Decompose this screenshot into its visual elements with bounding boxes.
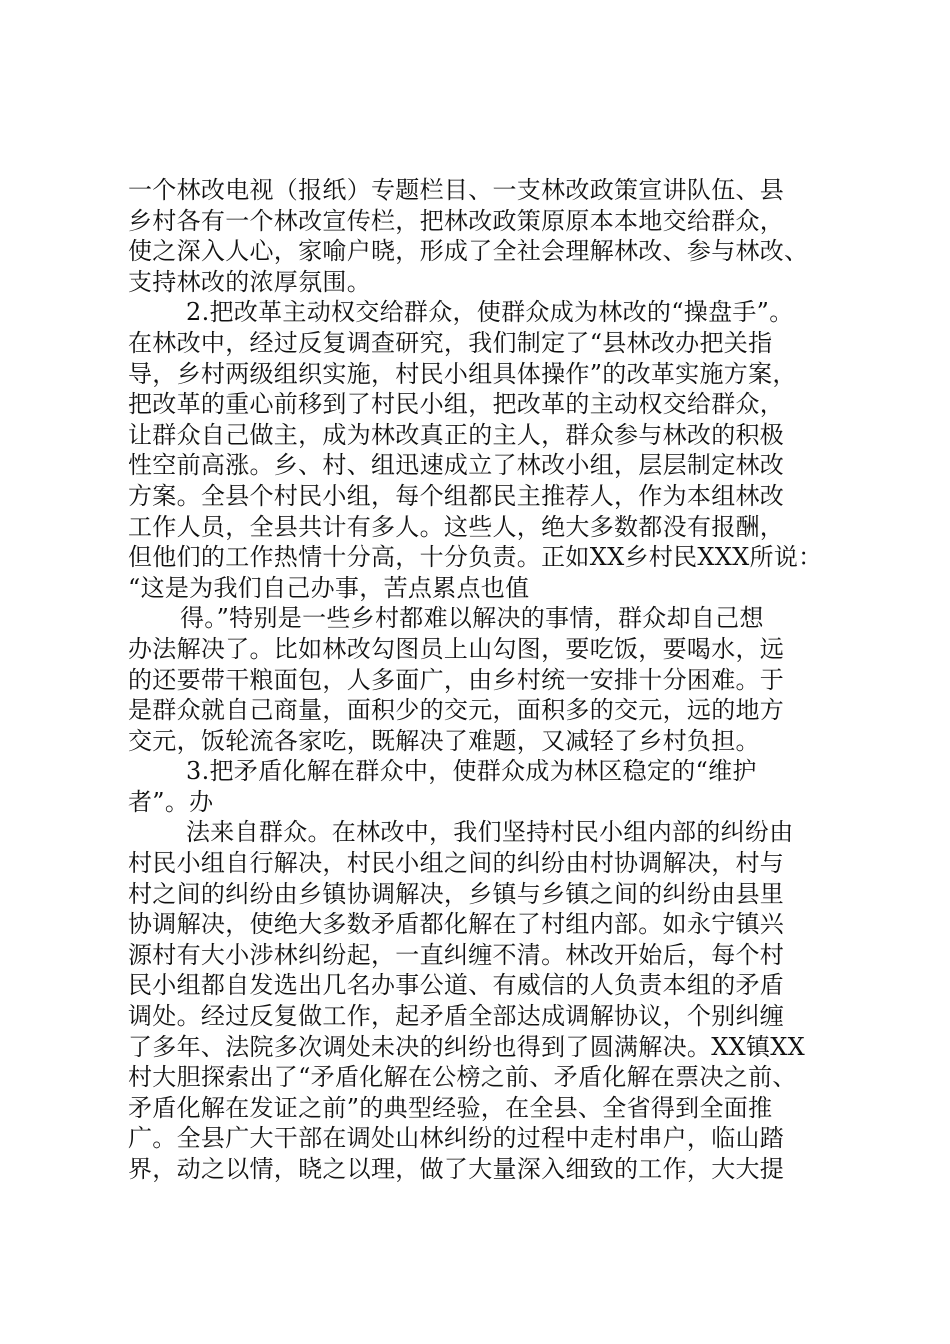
text-line: 源村有大小涉林纠纷起，一直纠缠不清。林改开始后，每个村 — [128, 940, 785, 969]
text-line: 在林改中，经过反复调查研究，我们制定了“县林改办把关指 — [128, 328, 773, 357]
text-line: 交元，饭轮流各家吃，既解决了难题，又减轻了乡村负担。 — [128, 726, 760, 755]
text-line: 了多年、法院多次调处未决的纠纷也得到了圆满解决。XX镇XX — [128, 1032, 806, 1061]
text-line: 广。全县广大干部在调处山林纠纷的过程中走村串户，临山踏 — [128, 1124, 785, 1153]
text-line: 方案。全县个村民小组，每个组都民主推荐人，作为本组林改 — [128, 481, 785, 510]
text-line: 协调解决，使绝大多数矛盾都化解在了村组内部。如永宁镇兴 — [128, 910, 785, 939]
text-line: 界，动之以情，晓之以理，做了大量深入细致的工作，大大提 — [128, 1155, 785, 1183]
text-line: “这是为我们自己办事，苦点累点也值 — [128, 573, 530, 602]
text-line: 乡村各有一个林改宣传栏，把林改政策原原本本地交给群众， — [128, 206, 785, 235]
text-line: 者”。办 — [128, 787, 214, 816]
text-line: 村民小组自行解决，村民小组之间的纠纷由村协调解决，村与 — [128, 849, 785, 878]
section-heading-2: 2.把改革主动权交给群众，使群众成为林改的“操盘手”。 — [186, 298, 794, 327]
text-line: 法来自群众。在林改中，我们坚持村民小组内部的纠纷由 — [186, 818, 794, 847]
text-line: 办法解决了。比如林改勾图员上山勾图，要吃饭，要喝水，远 — [128, 634, 785, 663]
text-line: 得。”特别是一些乡村都难以解决的事情，群众却自己想 — [180, 604, 764, 633]
section-heading-3: 3.把矛盾化解在群众中，使群众成为林区稳定的“维护 — [186, 757, 757, 786]
text-line: 性空前高涨。乡、村、组迅速成立了林改小组，层层制定林改 — [128, 451, 785, 480]
text-line: 是群众就自己商量，面积少的交元，面积多的交元，远的地方 — [128, 696, 785, 725]
text-line: 支持林改的浓厚氛围。 — [128, 267, 371, 296]
text-line: 让群众自己做主，成为林改真正的主人，群众参与林改的积极 — [128, 420, 785, 449]
text-line: 调处。经过反复做工作，起矛盾全部达成调解协议，个别纠缠 — [128, 1002, 785, 1031]
text-line: 的还要带干粮面包，人多面广，由乡村统一安排十分困难。于 — [128, 665, 785, 694]
document-body — [128, 175, 848, 1185]
text-line: 但他们的工作热情十分高，十分负责。正如XX乡村民XXX所说： — [128, 543, 823, 572]
text-line: 一个林改电视（报纸）专题栏目、一支林改政策宣讲队伍、县 — [128, 176, 785, 204]
text-line: 把改革的重心前移到了村民小组，把改革的主动权交给群众， — [128, 390, 785, 419]
text-line: 矛盾化解在发证之前”的典型经验，在全县、全省得到全面推 — [128, 1093, 773, 1122]
text-line: 工作人员，全县共计有多人。这些人，绝大多数都没有报酬， — [128, 512, 785, 541]
text-line: 村大胆探索出了“矛盾化解在公榜之前、矛盾化解在票决之前、 — [128, 1063, 797, 1092]
text-line: 使之深入人心，家喻户晓，形成了全社会理解林改、参与林改、 — [128, 237, 809, 266]
text-line: 导，乡村两级组织实施，村民小组具体操作”的改革实施方案， — [128, 359, 797, 388]
text-line: 村之间的纠纷由乡镇协调解决，乡镇与乡镇之间的纠纷由县里 — [128, 879, 785, 908]
text-line: 民小组都自发选出几名办事公道、有威信的人负责本组的矛盾 — [128, 971, 785, 1000]
